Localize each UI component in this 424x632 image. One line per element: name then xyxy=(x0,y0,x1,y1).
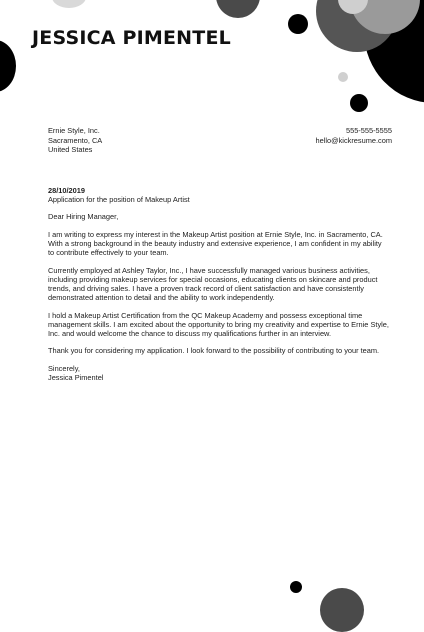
contact-info xyxy=(315,126,392,145)
paragraph-line: With a strong background in the beauty industry and extensive experience, I am confident in my ability xyxy=(48,239,382,248)
paragraph-line: trends, and driving sales. I have a proven track record of client satisfaction and have consistently xyxy=(48,284,364,293)
contact-phone: 555-555-5555 xyxy=(345,126,392,135)
recipient-city: Sacramento, CA xyxy=(48,135,103,145)
paragraph-line: Thank you for considering my application. I look forward to the possibility of contributing to your team. xyxy=(48,346,380,356)
letter-paragraph xyxy=(48,346,393,355)
applicant-name: JESSICA PIMENTEL xyxy=(32,27,231,49)
letter-paragraph xyxy=(48,311,393,339)
paragraph-line: Inc. and would welcome the chance to discuss my qualifications further in an interview. xyxy=(48,329,332,338)
contact-email: hello@kickresume.com xyxy=(315,135,392,145)
letter-greeting: Dear Hiring Manager, xyxy=(48,212,119,222)
paragraph-line: management skills. I am excited about the opportunity to bring my creativity and expertise to Ernie Style, xyxy=(48,319,389,329)
recipient-country: United States xyxy=(48,145,93,155)
letter-paragraph xyxy=(48,230,393,258)
letter-paragraph xyxy=(48,266,393,303)
letter-signoff xyxy=(48,364,393,382)
letter-subject: Application for the position of Makeup Artist xyxy=(48,195,190,205)
recipient-address xyxy=(48,126,102,155)
recipient-company: Ernie Style, Inc. xyxy=(48,126,100,135)
letter-closing: Sincerely, xyxy=(48,363,80,373)
paragraph-line: demonstrated attention to detail and the ability to work independently. xyxy=(48,293,275,303)
paragraph-line: I hold a Makeup Artist Certification from the QC Makeup Academy and possess exceptional time xyxy=(48,310,363,320)
paragraph-line: I am writing to express my interest in the Makeup Artist position at Ernie Style, Inc. in Sacramento, CA. xyxy=(48,229,383,239)
letter-date: 28/10/2019 xyxy=(48,186,85,195)
paragraph-line: including providing makeup services for special occasions, educating clients on skincare and product xyxy=(48,274,378,284)
letter-signature: Jessica Pimentel xyxy=(48,372,104,382)
letter-body xyxy=(48,186,393,390)
paragraph-line: to contribute effectively to your team. xyxy=(48,248,169,258)
paragraph-line: Currently employed at Ashley Taylor, Inc., I have successfully managed various business activities, xyxy=(48,265,370,275)
